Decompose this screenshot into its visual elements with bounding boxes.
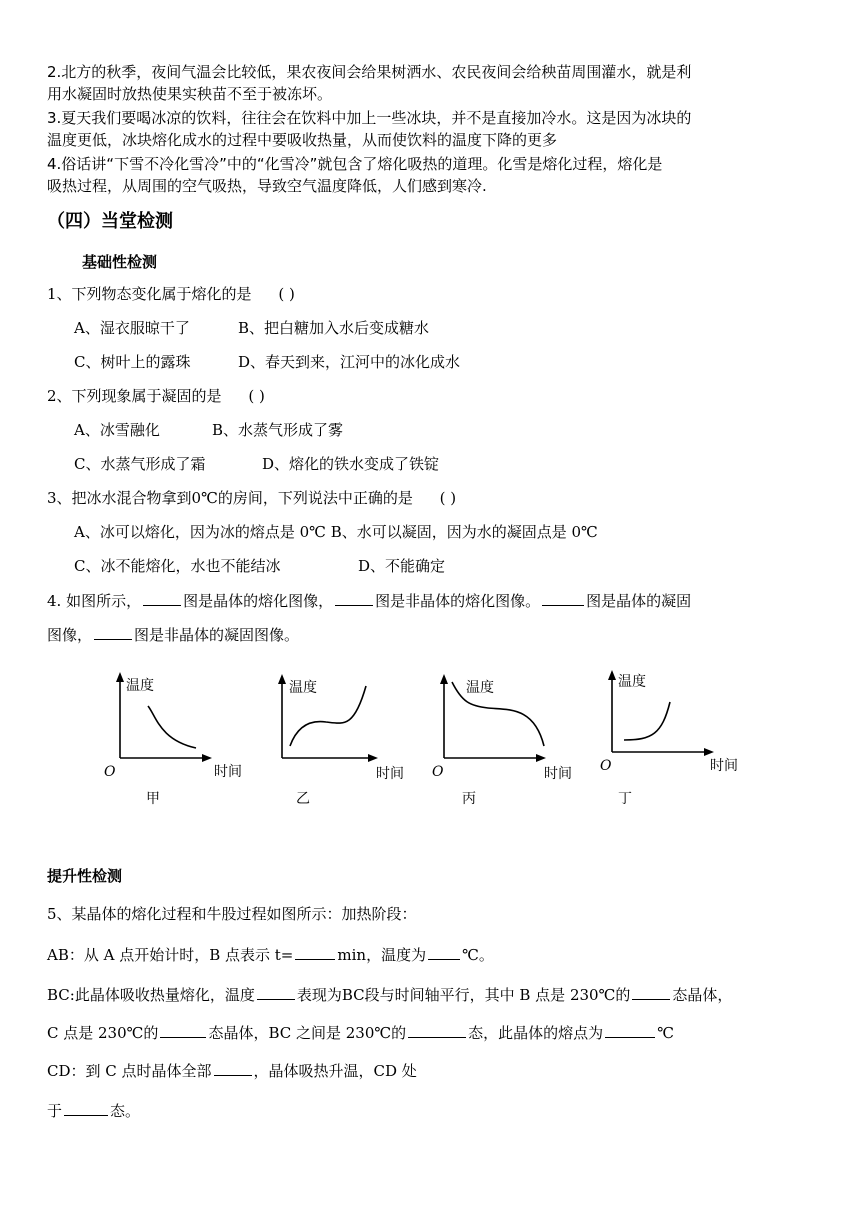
q5-cd-text-4: 态。: [110, 1102, 141, 1120]
q5-c-text-3: 态，此晶体的熔点为: [468, 1024, 604, 1042]
graph-bing-svg: [428, 668, 588, 783]
graph-ding-y-arrow: [608, 670, 616, 680]
q2-stem: [47, 386, 265, 406]
q5-cd-line-2: [47, 1100, 140, 1121]
q5-blank-cd-state[interactable]: [64, 1100, 108, 1116]
q1-answer-paren: ( ): [278, 285, 295, 303]
q5-blank-melting-point[interactable]: [605, 1022, 655, 1038]
graph-ding-origin: O: [600, 758, 612, 774]
q1-stem: [47, 284, 295, 304]
q5-bc-text-2: 表现为BC段与时间轴平行，其中 B 点是 230℃的: [296, 986, 631, 1004]
q5-ab-text-1: AB：从 A 点开始计时，B 点表示 t=: [47, 946, 294, 964]
graph-bing-y-arrow: [440, 674, 448, 684]
graph-jia-x-label: 时间: [214, 764, 242, 780]
q5-bc-text-1: BC:此晶体吸收热量熔化，温度: [47, 986, 255, 1004]
intro-p4-line1: 4.俗话讲“下雪不冷化雪冷”中的“化雪冷”就包含了熔化吸热的道理。化雪是熔化过程，熔化是: [47, 155, 663, 173]
q5-bc-text-3: 态晶体，: [672, 986, 733, 1004]
q2-option-d: D、熔化的铁水变成了铁锭: [262, 455, 440, 473]
q1-option-c: C、树叶上的露珠: [74, 353, 191, 371]
q2-option-b: B、水蒸气形成了雾: [212, 421, 344, 439]
caption-bing: 丙: [462, 791, 476, 807]
q5-cd-text-1: CD：到 C 点时晶体全部: [47, 1062, 212, 1080]
caption-yi: 乙: [296, 791, 310, 807]
q5-c-text-2: 态晶体，BC 之间是 230℃的: [208, 1024, 407, 1042]
graph-jia-y-arrow: [116, 672, 124, 682]
q3-stem: [47, 488, 456, 508]
graph-jia-origin: O: [104, 764, 116, 780]
q4-text-4: 图是晶体的凝固: [586, 592, 692, 610]
graph-jia-svg: [98, 668, 258, 783]
q5-c-text-1: C 点是 230℃的: [47, 1024, 159, 1042]
graph-jia-x-arrow: [202, 754, 212, 762]
q1-option-b: B、把白糖加入水后变成糖水: [238, 319, 430, 337]
q3-option-ab: A、冰可以熔化，因为冰的熔点是 0℃ B、水可以凝固，因为水的凝固点是 0℃: [74, 523, 598, 541]
q1-option-d: D、春天到来，江河中的冰化成水: [238, 353, 461, 371]
q5-blank-temp-change[interactable]: [257, 984, 295, 1000]
q5-blank-temperature[interactable]: [428, 944, 460, 960]
intro-p3-line2: 温度更低，冰块熔化成水的过程中要吸收热量，从而使饮料的温度下降的更多: [47, 131, 558, 149]
graph-yi-y-label: 温度: [289, 680, 317, 696]
graph-bing-x-label: 时间: [544, 766, 572, 782]
caption-jia: 甲: [146, 791, 160, 807]
q4-blank-2[interactable]: [335, 590, 373, 606]
q5-ab-line: [47, 944, 494, 965]
q3-option-d: D、不能确定: [358, 557, 446, 575]
basic-test-title: 基础性检测: [82, 253, 158, 271]
intro-p2-line2: 用水凝固时放热使果实秧苗不至于被冻坏。: [47, 85, 333, 103]
graph-yi-x-arrow: [368, 754, 378, 762]
q4-text-2: 图是晶体的熔化图像，: [183, 592, 334, 610]
q1-stem-text: 1、下列物态变化属于熔化的是: [47, 285, 252, 303]
section-title: （四）当堂检测: [47, 211, 173, 232]
graph-ding-curve: [624, 702, 670, 740]
q3-option-c: C、冰不能熔化，水也不能结冰: [74, 557, 281, 575]
q2-option-c: C、水蒸气形成了霜: [74, 455, 206, 473]
graph-yi: [262, 668, 422, 783]
q2-option-a: A、冰雪融化: [74, 421, 160, 439]
q5-ab-text-2: min，温度为: [337, 946, 427, 964]
graph-bing-y-label: 温度: [466, 680, 494, 696]
graph-ding-svg: [596, 668, 756, 783]
q4-line1: [47, 590, 691, 611]
q4-line2: [47, 624, 299, 645]
graph-bing-x-arrow: [536, 754, 546, 762]
q3-answer-paren: ( ): [439, 489, 457, 507]
graph-ding: [596, 668, 756, 783]
q5-ab-text-3: ℃。: [462, 946, 494, 964]
q4-text-6: 图是非晶体的凝固图像。: [134, 626, 300, 644]
intro-p4-line2: 吸热过程，从周围的空气吸热，导致空气温度降低，人们感到寒冷.: [47, 177, 487, 195]
q5-c-text-4: ℃: [657, 1024, 674, 1042]
q5-blank-melted[interactable]: [214, 1060, 252, 1076]
q4-blank-1[interactable]: [143, 590, 181, 606]
graph-ding-x-arrow: [704, 748, 714, 756]
graph-bing: [428, 668, 588, 783]
graph-jia: [98, 668, 258, 783]
q5-blank-time[interactable]: [295, 944, 335, 960]
q4-text-3: 图是非晶体的熔化图像。: [375, 592, 541, 610]
graph-jia-curve: [148, 706, 196, 748]
graph-yi-y-arrow: [278, 674, 286, 684]
q5-cd-text-3: 于: [47, 1102, 63, 1120]
q5-blank-bc-state[interactable]: [408, 1022, 466, 1038]
graph-yi-x-label: 时间: [376, 766, 404, 782]
q5-c-line: [47, 1022, 674, 1043]
q5-bc-line: [47, 984, 732, 1005]
q4-text-5: 图像，: [47, 626, 93, 644]
q4-text-1: 4. 如图所示，: [47, 592, 142, 610]
q5-cd-text-2: ，晶体吸热升温，CD 处: [253, 1062, 417, 1080]
intro-p3-line1: 3.夏天我们要喝冰凉的饮料，往往会在饮料中加上一些冰块，并不是直接加冷水。这是因为冰块的: [47, 109, 692, 127]
graph-jia-y-label: 温度: [126, 678, 154, 694]
q1-option-a: A、湿衣服晾干了: [74, 319, 190, 337]
q5-blank-c-state[interactable]: [160, 1022, 206, 1038]
advanced-test-title: 提升性检测: [47, 867, 123, 885]
graph-ding-y-label: 温度: [618, 674, 646, 690]
q4-blank-3[interactable]: [542, 590, 584, 606]
q5-stem: 5、某晶体的熔化过程和牛股过程如图所示：加热阶段：: [47, 905, 417, 923]
intro-p2-line1: 2.北方的秋季，夜间气温会比较低，果农夜间会给果树洒水、农民夜间会给秧苗周围灌水，就是利: [47, 63, 692, 81]
q5-blank-b-state[interactable]: [632, 984, 670, 1000]
graph-ding-x-label: 时间: [710, 758, 738, 774]
q3-stem-text: 3、把冰水混合物拿到0℃的房间，下列说法中正确的是: [47, 489, 413, 507]
graph-yi-svg: [262, 668, 422, 783]
q2-answer-paren: ( ): [248, 387, 265, 405]
q2-stem-text: 2、下列现象属于凝固的是: [47, 387, 222, 405]
q4-blank-4[interactable]: [94, 624, 132, 640]
graph-bing-origin: O: [432, 764, 444, 780]
caption-ding: 丁: [618, 791, 632, 807]
q5-cd-line: [47, 1060, 417, 1081]
